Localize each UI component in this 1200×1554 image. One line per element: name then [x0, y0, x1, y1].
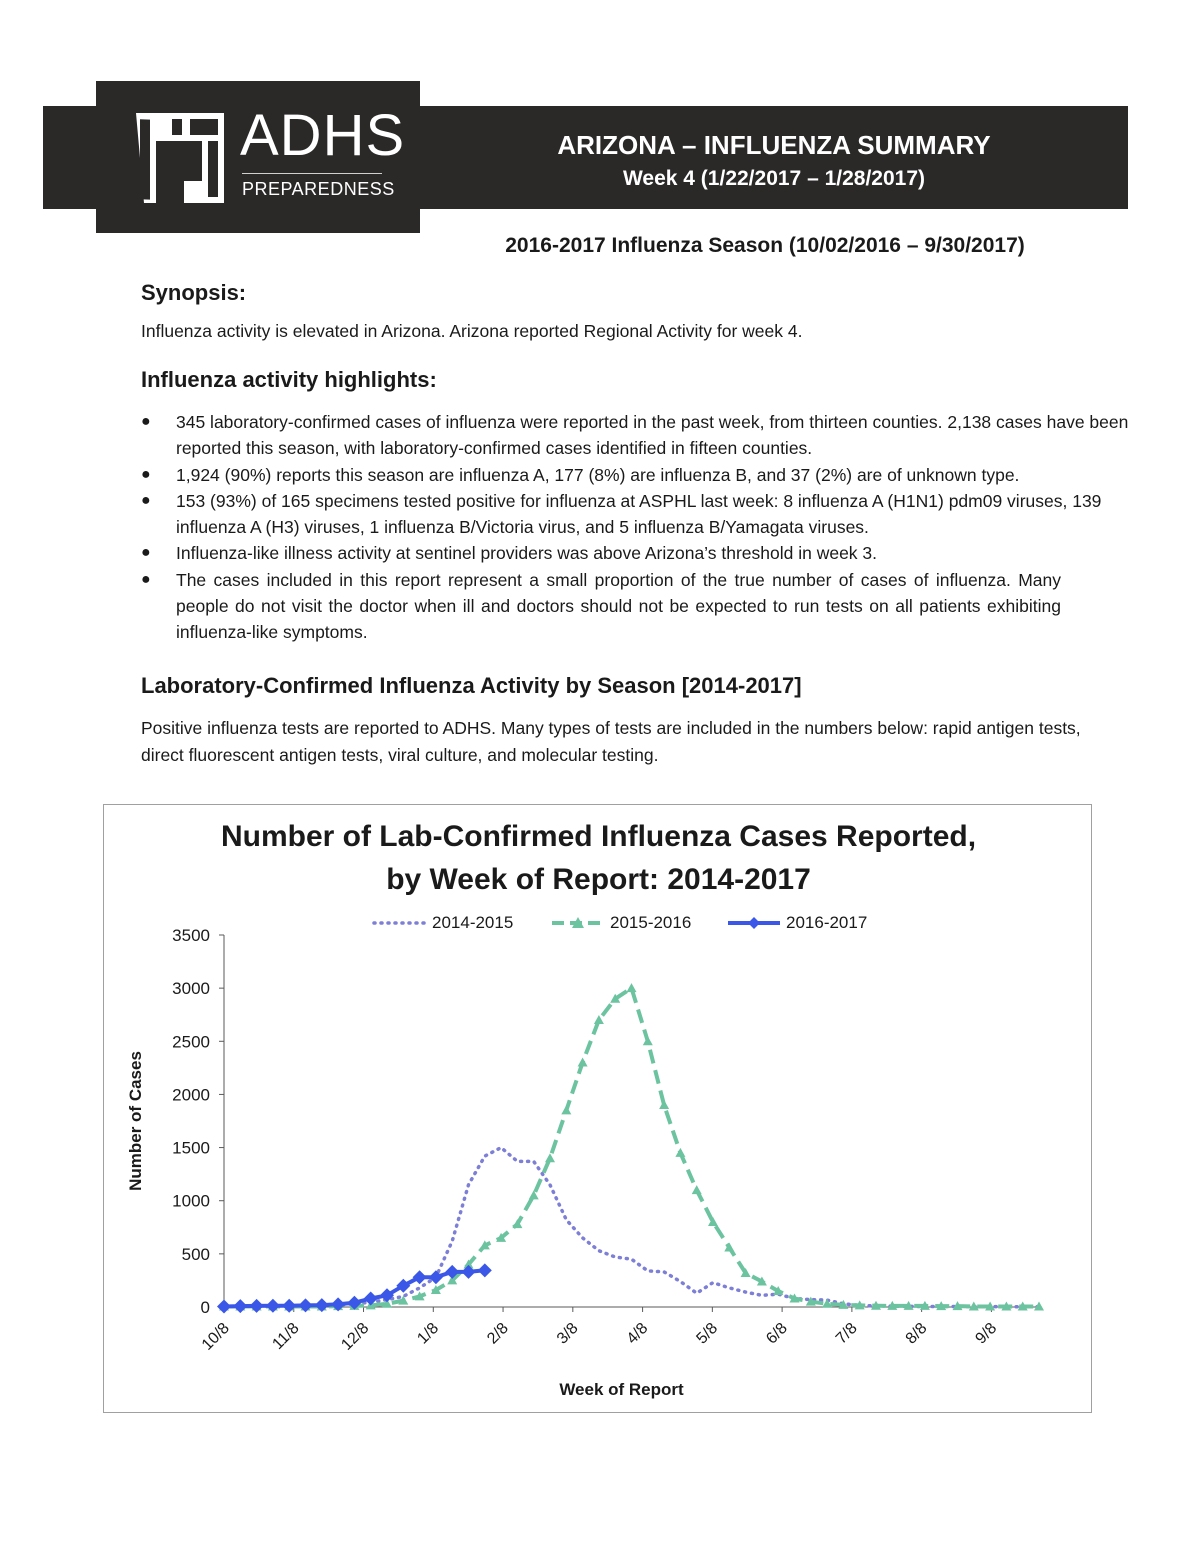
x-tick-label: 3/8 [553, 1319, 582, 1348]
highlights-heading: Influenza activity highlights: [141, 367, 437, 392]
logo-subtitle: PREPAREDNESS [242, 179, 395, 199]
chart-plot [104, 805, 1093, 1414]
data-point-2016-2017 [217, 1299, 231, 1313]
data-point-2015-2016 [578, 1058, 588, 1067]
lab-section-heading: Laboratory-Confirmed Influenza Activity by Season [2014-2017] [141, 673, 802, 698]
legend-item-2014-2015: 2014-2015 [372, 913, 513, 933]
x-tick-label: 10/8 [198, 1319, 233, 1354]
data-point-2015-2016 [561, 1105, 571, 1114]
lab-section-text: Positive influenza tests are reported to ADHS. Many types of tests are included in the numbers below: rapid antigen tests, direct fluorescent antigen tests, viral culture, and molecular testing. [141, 718, 1081, 765]
data-point-2015-2016 [724, 1242, 734, 1251]
chart-title-line2: by Week of Report: 2014-2017 [386, 863, 811, 896]
bullet-icon: ● [141, 413, 151, 430]
data-point-2015-2016 [1034, 1301, 1044, 1310]
y-tick-label: 1500 [172, 1138, 210, 1158]
report-title: ARIZONA – INFLUENZA SUMMARY [557, 130, 991, 160]
logo-title: ADHS [240, 103, 406, 168]
bullet-icon: ● [141, 544, 151, 562]
data-point-2015-2016 [643, 1036, 653, 1045]
data-point-2015-2016 [627, 983, 637, 992]
x-tick-label: 12/8 [338, 1319, 373, 1354]
list-item: ● 153 (93%) of 165 specimens tested positive for influenza at ASPHL last week: 8 influenza A (H1N1) pdm09 viruses, 139 influenza A (H3) viruses, 1 influenza B/Victoria virus, and 5 influenza B/Yamagata viruses. [141, 488, 1151, 541]
data-point-2015-2016 [545, 1153, 555, 1162]
x-tick-label: 7/8 [832, 1319, 861, 1348]
adhs-logo [96, 81, 420, 233]
bullet-icon: ● [141, 570, 151, 588]
list-item: ● 1,924 (90%) reports this season are influenza A, 177 (8%) are influenza B, and 37 (2%) are of unknown type. [141, 462, 1151, 488]
y-tick-label: 3000 [172, 979, 210, 999]
data-point-2016-2017 [233, 1299, 247, 1313]
x-tick-label: 6/8 [763, 1319, 791, 1348]
bullet-icon: ● [141, 491, 151, 509]
y-tick-label: 2000 [172, 1085, 210, 1105]
y-axis-title: Number of Cases [126, 1051, 145, 1191]
chart-title-line1: Number of Lab-Confirmed Influenza Cases Reported, [220, 820, 977, 853]
cases-chart [103, 804, 1092, 1413]
legend-item-2016-2017: 2016-2017 [726, 913, 867, 933]
adhs-logo-mark-icon [132, 111, 228, 205]
list-item: ● 345 laboratory-confirmed cases of influenza were reported in the past week, from thirteen counties. 2,138 cases have been reported this season, with laboratory-confirmed cases identified in fifteen counties. [141, 409, 1151, 462]
data-point-2016-2017 [413, 1270, 427, 1284]
list-item: ● Influenza-like illness activity at sentinel providers was above Arizona’s threshold in week 3. [141, 540, 1151, 566]
list-item: ● The cases included in this report represent a small proportion of the true number of cases of influenza. Many people do not visit the doctor when ill and doctors should not be expected to run tests on all patients exhibiting influenza-like symptoms. [141, 567, 1151, 646]
y-tick-label: 2500 [172, 1032, 210, 1052]
season-range: 2016-2017 Influenza Season (10/02/2016 – 9/30/2017) [505, 234, 1025, 257]
y-tick-label: 3500 [172, 926, 210, 945]
x-axis-title: Week of Report [559, 1380, 684, 1399]
report-week: Week 4 (1/22/2017 – 1/28/2017) [622, 167, 925, 190]
data-point-2016-2017 [331, 1297, 345, 1311]
x-tick-label: 2/8 [484, 1319, 512, 1348]
synopsis-heading: Synopsis: [141, 280, 247, 305]
data-point-2016-2017 [462, 1265, 476, 1279]
legend-item-2015-2016: 2015-2016 [550, 913, 691, 933]
logo-divider [242, 173, 382, 174]
data-point-2016-2017 [478, 1263, 492, 1277]
x-tick-label: 11/8 [269, 1319, 303, 1354]
highlights-list [141, 409, 1151, 646]
data-point-2015-2016 [675, 1148, 685, 1157]
y-tick-label: 1000 [172, 1191, 210, 1211]
synopsis-text: Influenza activity is elevated in Arizona. Arizona reported Regional Activity for week 4. [141, 321, 803, 341]
data-point-2015-2016 [659, 1100, 669, 1109]
x-tick-label: 4/8 [623, 1319, 652, 1348]
x-tick-label: 1/8 [414, 1319, 443, 1348]
x-tick-label: 8/8 [902, 1319, 931, 1348]
x-tick-label: 9/8 [972, 1319, 1001, 1348]
x-tick-label: 5/8 [693, 1319, 722, 1348]
data-point-2015-2016 [692, 1185, 702, 1194]
y-tick-label: 500 [181, 1244, 210, 1264]
series-line-2014-2015 [224, 1148, 1039, 1307]
series-line-2015-2016 [224, 988, 1039, 1306]
bullet-icon: ● [141, 465, 151, 483]
data-point-2016-2017 [266, 1299, 280, 1313]
data-point-2016-2017 [250, 1299, 264, 1313]
data-point-2015-2016 [594, 1015, 604, 1024]
y-tick-label: 0 [200, 1298, 210, 1317]
data-point-2016-2017 [315, 1298, 329, 1312]
